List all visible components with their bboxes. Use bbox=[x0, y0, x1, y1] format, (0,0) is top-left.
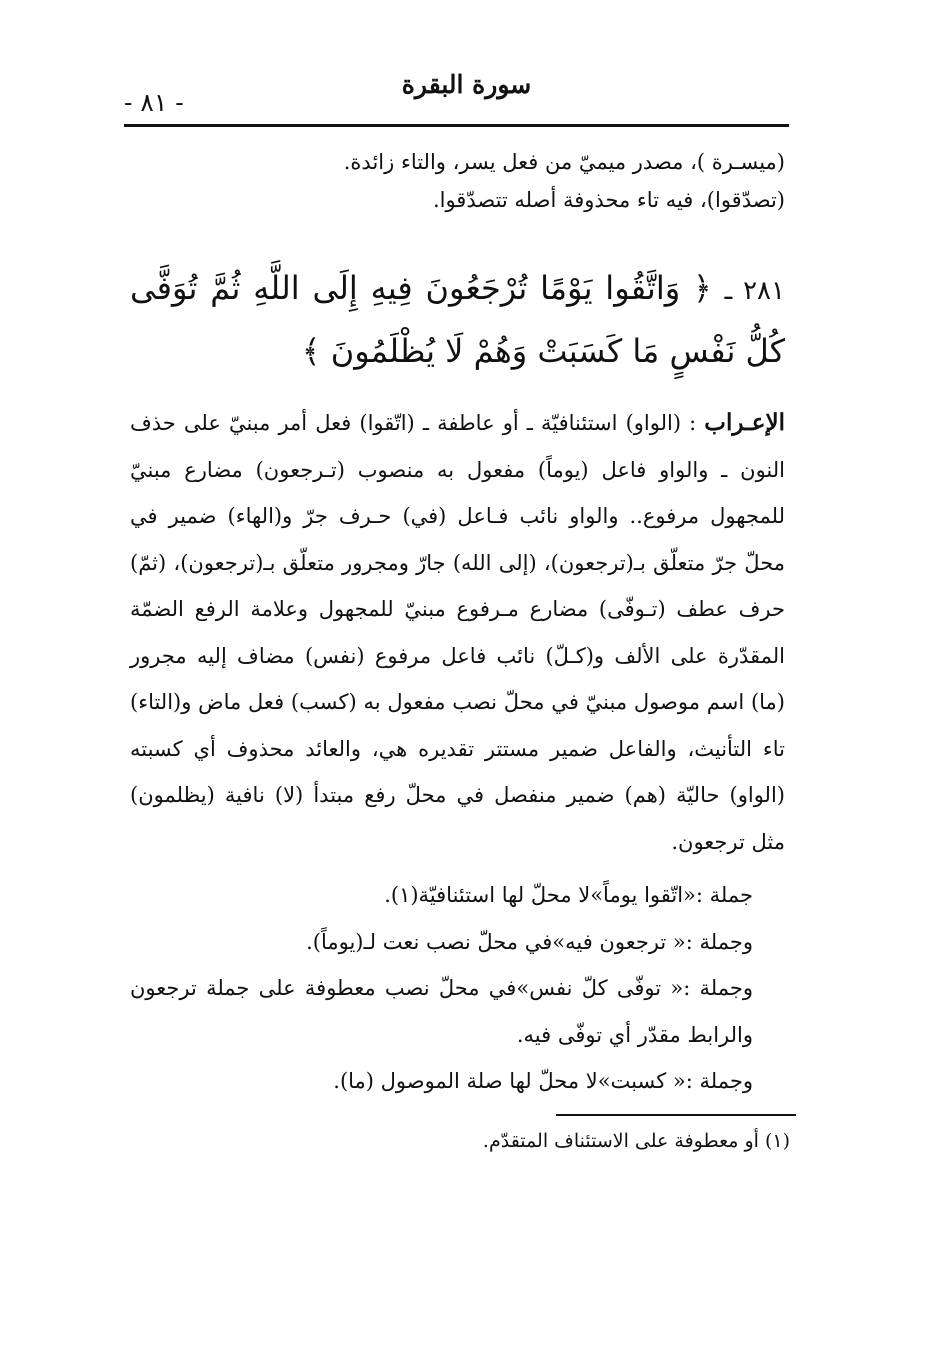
vocab-line: (تصدّقوا)، فيه تاء محذوفة أصله تتصدّقوا. bbox=[432, 188, 785, 212]
sentence-line: وجملة :« توفّى كلّ نفس»في محلّ نصب معطوفة على جملة ترجعون والرابط مقدّر أي توفّى فيه. bbox=[130, 976, 753, 1047]
sentences-section bbox=[130, 872, 785, 1105]
irab-heading: الإعـراب bbox=[704, 409, 785, 436]
sentence-line: وجملة :« ترجعون فيه»في محلّ نصب نعت لـ(يوماً). bbox=[306, 929, 753, 954]
header-rule bbox=[124, 124, 789, 127]
sentence-line: جملة :«اتّقوا يوماً»لا محلّ لها استئنافيّة(١). bbox=[384, 883, 753, 907]
vocab-line: (ميسـرة )، مصدر ميميّ من فعل يسر، والتاء زائدة. bbox=[343, 150, 785, 174]
quran-verse bbox=[130, 258, 785, 381]
vocabulary-notes bbox=[130, 150, 785, 226]
surah-title: سورة البقرة bbox=[401, 70, 532, 99]
page-number: - ٨١ - bbox=[124, 88, 184, 117]
verse-text: ﴿ وَاتَّقُوا يَوْمًا تُرْجَعُونَ فِيهِ إِلَى اللَّهِ ثُمَّ تُوَفَّى كُلُّ نَفْسٍ مَا كَسَبَتْ وَهُمْ لَا يُظْلَمُونَ ﴾ bbox=[130, 269, 785, 370]
verse-number: ٢٨١ ـ bbox=[724, 276, 785, 306]
footnote: (١) أو معطوفة على الاستئناف المتقدّم. bbox=[482, 1130, 790, 1152]
footnote-rule bbox=[556, 1114, 796, 1116]
sentence-line: وجملة :« كسبت»لا محلّ لها صلة الموصول (ما). bbox=[333, 1069, 753, 1093]
irab-text: : (الواو) استئنافيّة ـ أو عاطفة ـ (اتّقوا) فعل أمر مبنيّ على حذف النون ـ والواو فاعل (يوماً) مفعول به منصوب (تـرجعون) مضارع مبنيّ للمجهول مرفوع.. والواو نائب فـاعل (في) حـرف جرّ و(الهاء) ضمير في محلّ جرّ متعلّق بـ(ترجعون)، (إلى الله) جارّ ومجرور متعلّق بـ(ترجعون)، (ثمّ) حرف عطف (تـوفّى) مضارع مـرفوع مبنيّ للمجهول وعلامة الرفع الضمّة المقدّرة على الألف و(كـلّ) نائب فاعل مرفوع (نفس) مضاف إليه مجرور (ما) اسم موصول مبنيّ في محلّ نصب مفعول به (كسب) فعل ماض و(التاء) تاء التأنيث، والفاعل ضمير مستتر تقديره هي، والعائد محذوف أي كسبته (الواو) حاليّة (هم) ضمير منفصل في محلّ رفع مبتدأ (لا) نافية (يظلمون) مثل ترجعون. bbox=[130, 411, 785, 854]
irab-section bbox=[130, 400, 785, 865]
